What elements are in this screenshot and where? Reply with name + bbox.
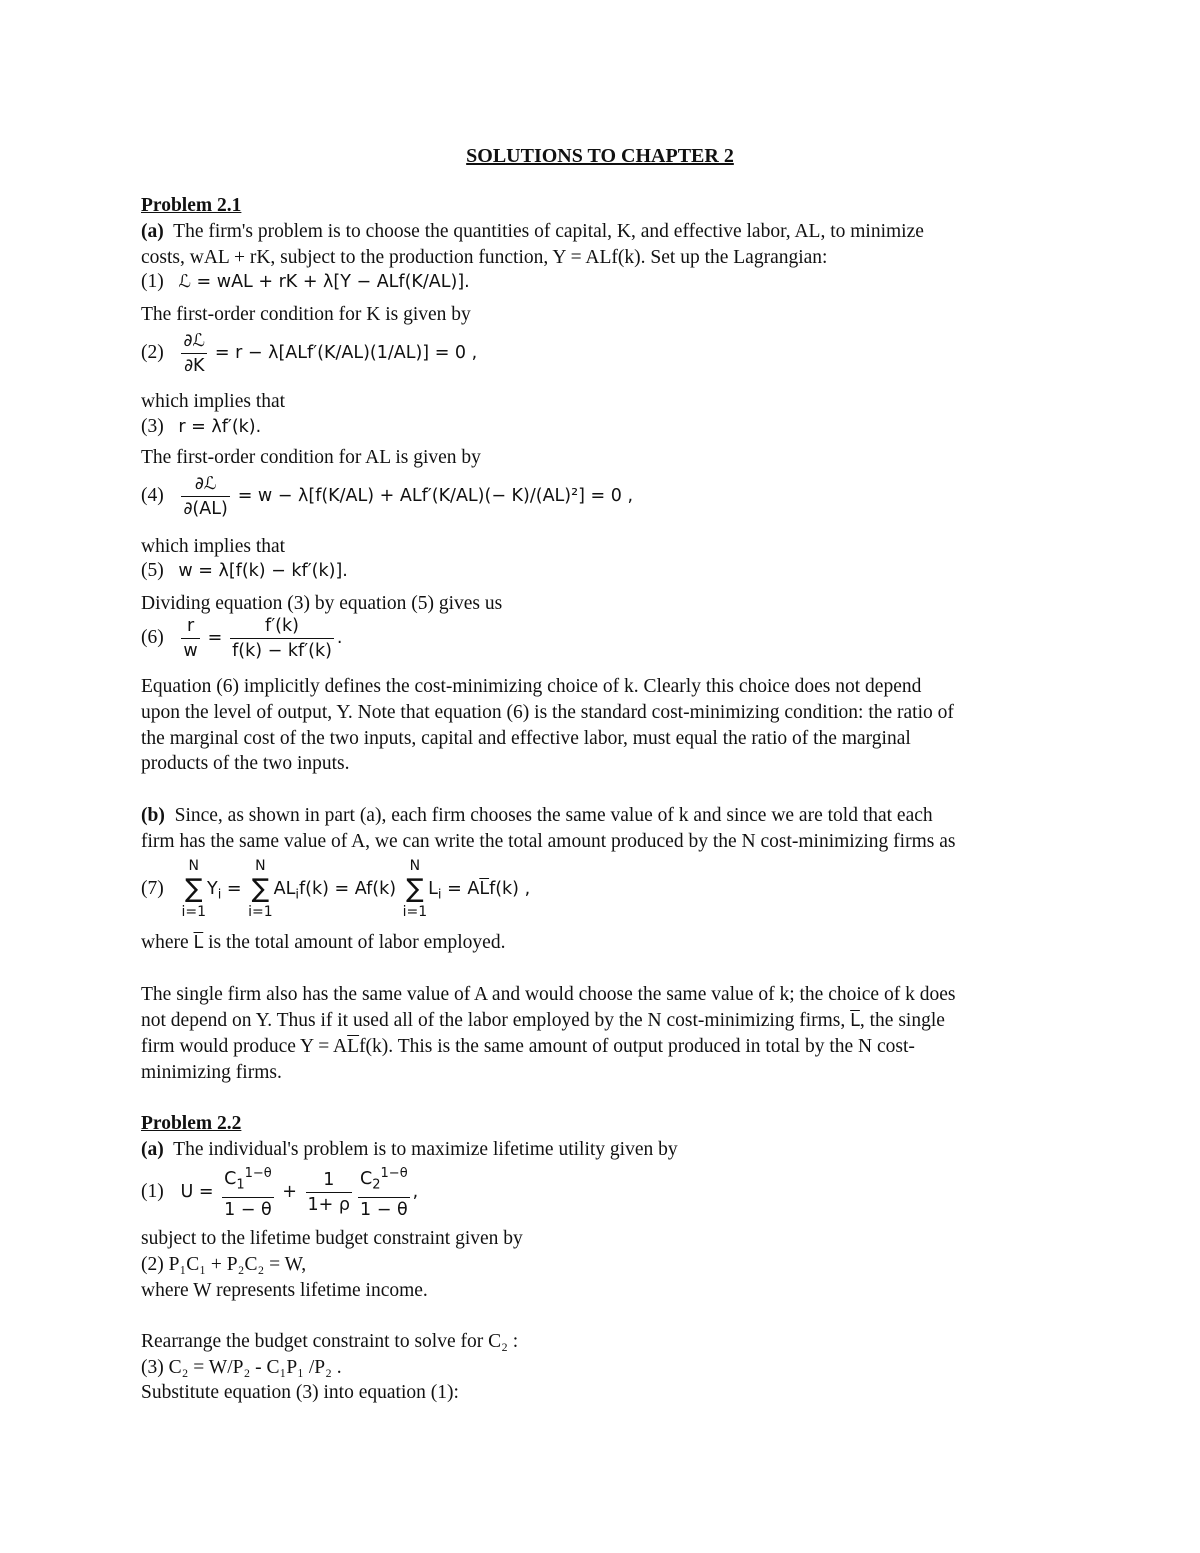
equation-7: (7) N ∑ i=1 $Y_i$ = N ∑ i=1 $AL_if(k) = Af(k)$ N ∑ i=1 $L_i = A\overline{L}f(k)$ , (141, 858, 531, 920)
implies-text-2: which implies that (141, 536, 286, 557)
equation-6: (6) $\frac{r}{w}$ = $\frac{f'(k)}{f(k) - kf'(k)}$ . (141, 616, 343, 661)
paragraph-1-line-3: the marginal cost of the two inputs, capital and effective labor, must equal the ratio of the marginal (141, 728, 911, 749)
l-bar: $\overline{L}$ (479, 879, 490, 899)
part-b-line-2: firm has the same value of A, we can write the total amount produced by the N cost-minimizing firms as (141, 831, 956, 852)
subject-to-text: subject to the lifetime budget constraint given by (141, 1228, 523, 1249)
where-l-bar-text: where $\overline{L}$ is the total amount of labor employed. (141, 932, 506, 953)
equation-6-left-denominator: w (181, 638, 199, 663)
dividing-text: Dividing equation (3) by equation (5) gives us (141, 593, 503, 614)
part-a-text: The firm's problem is to choose the quantities of capital, K, and effective labor, AL, to minimize (173, 221, 924, 242)
equation-1 (141, 271, 470, 293)
paragraph-2-line-1: The single firm also has the same value of A and would choose the same value of k; the choice of k does (141, 984, 956, 1005)
part-a-line-1 (141, 220, 924, 244)
paragraph-2-line-2: not depend on Y. Thus if it used all of the labor employed by the N cost-minimizing firms, $\overline{L}$, the single (141, 1010, 945, 1031)
l-bar: $\overline{L}$ (850, 1011, 860, 1031)
problem-2-2-heading: Problem 2.2 (141, 1113, 242, 1134)
part-b-line-1 (141, 804, 933, 828)
equation-4-rhs: = w − λ[f(K/AL) + ALf′(K/AL)(− K)/(AL)²] = 0 , (237, 485, 634, 506)
utility-equation: (1) U = $\frac{C_1^{1-\theta}}{1 - \theta}$ + $\frac{1}{1+ \rho}$ $\frac{C_2^{1-\theta}}{1 - \theta}$ , (141, 1162, 418, 1222)
budget-equation: (2) P₁C₁ + P₂C₂ = W, (141, 1254, 307, 1275)
equation-5-body: w = λ[f(k) − kf′(k)]. (178, 561, 348, 581)
problem-2-2-part-a: (a) The individual's problem is to maximize lifetime utility given by (141, 1139, 678, 1160)
equation-1-body: ℒ = wAL + rK + λ[Y − ALf(K/AL)]. (178, 272, 470, 292)
page-title: SOLUTIONS TO CHAPTER 2 (466, 145, 734, 167)
paragraph-1-line-2: upon the level of output, Y. Note that equation (6) is the standard cost-minimizing condition: the ratio of (141, 702, 954, 723)
equation-4-numerator: ∂ℒ (194, 474, 217, 494)
equation-1-label: (1) (141, 271, 164, 292)
equation-2 (141, 329, 477, 378)
part-b-text: Since, as shown in part (a), each firm chooses the same value of k and since we are told that each (174, 805, 933, 826)
equation-4 (141, 472, 633, 521)
l-bar: $\overline{L}$ (347, 1036, 360, 1057)
equation-2-fraction (181, 329, 207, 378)
equation-7-label: (7) (141, 878, 164, 899)
rearrange-text: Rearrange the budget constraint to solve for C₂ : (141, 1331, 519, 1352)
utility-fraction-3: $\frac{C_2^{1-\theta}}{1 - \theta}$ (360, 1166, 408, 1221)
equation-6-label: (6) (141, 626, 164, 648)
equation-3-label: (3) (141, 416, 164, 437)
equation-5-label: (5) (141, 560, 164, 581)
foc-al-text: The first-order condition for AL is given by (141, 447, 481, 468)
part-a-label: (a) (141, 1139, 164, 1160)
utility-fraction-2: $\frac{1}{1+ \rho}$ (307, 1169, 351, 1215)
equation-6-right-numerator: f′(k) (265, 616, 299, 636)
part-a-label: (a) (141, 221, 164, 242)
equation-6-right-fraction (230, 614, 334, 663)
l-bar: $\overline{L}$ (193, 933, 204, 953)
implies-text-1: which implies that (141, 391, 286, 412)
equation-4-denominator: ∂(AL) (181, 496, 229, 521)
foc-k-text: The first-order condition for K is given by (141, 304, 471, 325)
equation-6-left-numerator: r (186, 616, 195, 636)
equation-6-right-denominator: f(k) − kf′(k) (230, 638, 334, 663)
equation-2-label: (2) (141, 341, 164, 363)
paragraph-1-line-1: Equation (6) implicitly defines the cost-minimizing choice of k. Clearly this choice does not depend (141, 676, 922, 697)
equation-2-denominator: ∂K (181, 353, 207, 378)
summation-3: N ∑ i=1 (402, 858, 428, 920)
problem-2-1-heading: Problem 2.1 (141, 195, 242, 216)
equation-2-numerator: ∂ℒ (183, 331, 206, 351)
equation-5 (141, 560, 348, 582)
equation-2-rhs: = r − λ[ALf′(K/AL)(1/AL)] = 0 , (214, 342, 478, 363)
part-a-line-2: costs, wAL + rK, subject to the production function, Y = ALf(k). Set up the Lagrangian: (141, 247, 828, 268)
equation-c2: (3) C₂ = W/P₂ - C₁P₁ /P₂ . (141, 1357, 342, 1378)
utility-fraction-1: $\frac{C_1^{1-\theta}}{1 - \theta}$ (224, 1166, 272, 1221)
equation-3 (141, 416, 261, 438)
equation-4-fraction (181, 472, 229, 521)
where-w-text: where W represents lifetime income. (141, 1280, 428, 1301)
summation-1: N ∑ i=1 (181, 858, 206, 920)
equation-6-left-fraction (181, 614, 199, 663)
equation-3-body: r = λf′(k). (178, 417, 262, 437)
substitute-text: Substitute equation (3) into equation (1): (141, 1382, 459, 1403)
equation-4-label: (4) (141, 484, 164, 506)
paragraph-1-line-4: products of the two inputs. (141, 753, 350, 774)
paragraph-2-line-3: firm would produce $Y = A\overline{L}f(k)$. This is the same amount of output produced in total by the N cost- (141, 1036, 915, 1057)
paragraph-2-line-4: minimizing firms. (141, 1062, 282, 1083)
part-b-label: (b) (141, 805, 165, 826)
summation-2: N ∑ i=1 (248, 858, 273, 920)
